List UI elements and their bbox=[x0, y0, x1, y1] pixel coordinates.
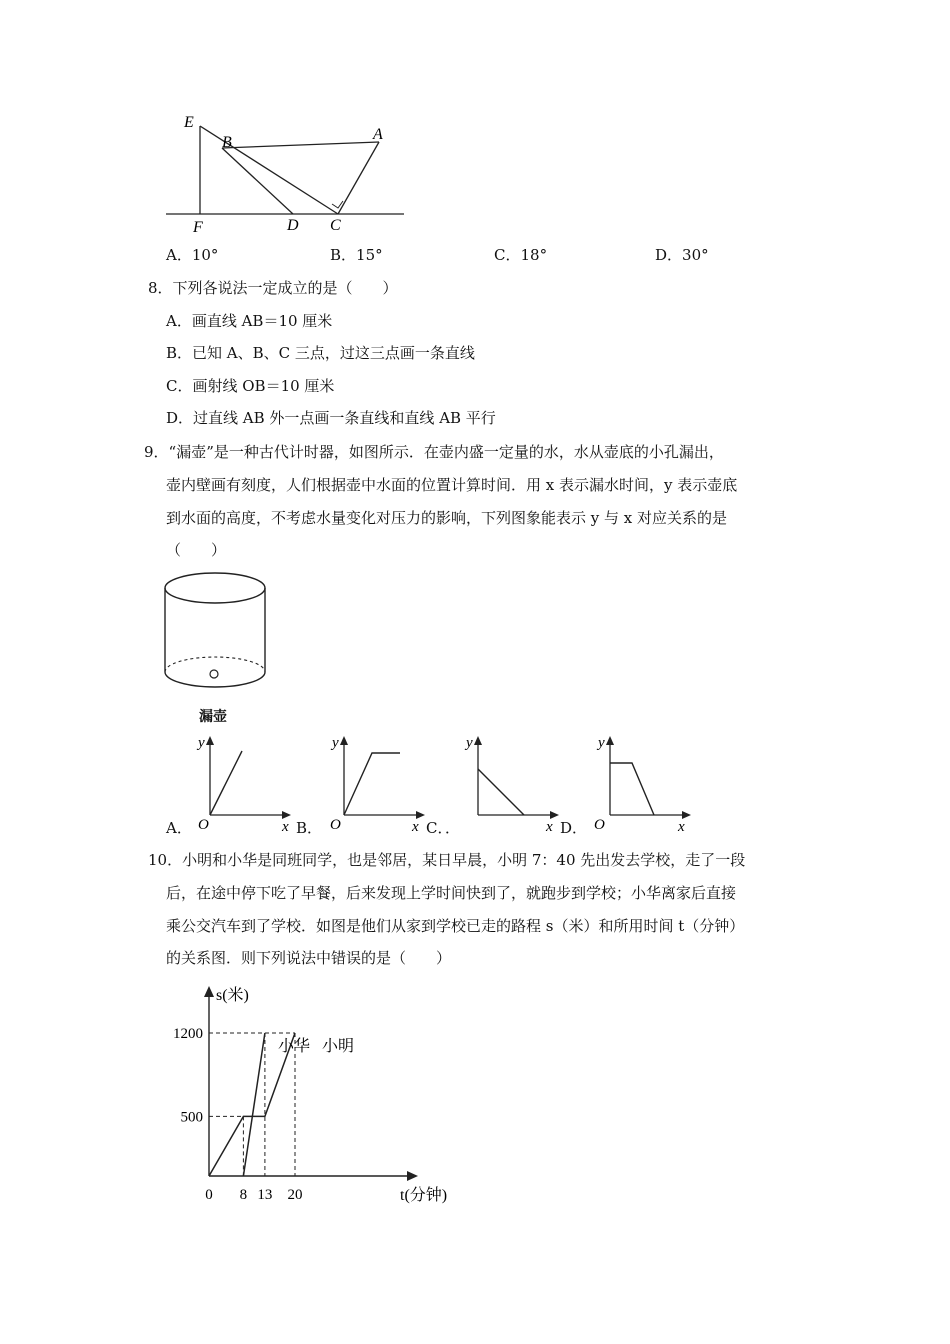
y-tick-label-1200: 1200 bbox=[173, 1026, 203, 1042]
q10-stem-line-1: 10．小明和小华是同班同学，也是邻居，某日早晨，小明 7：40 先出发去学校，走了一段 bbox=[148, 851, 746, 869]
x-tick-label-8: 8 bbox=[239, 1187, 248, 1203]
origin-label: O bbox=[330, 817, 341, 833]
q8-option-a: A．画直线 AB＝10 厘米 bbox=[166, 312, 333, 330]
origin-label: O bbox=[198, 817, 209, 833]
q7-option-a: A．10° bbox=[166, 246, 219, 264]
q10-distance-time-chart bbox=[160, 978, 470, 1212]
axis-x-label: x bbox=[546, 819, 553, 833]
x-tick-label-0: 0 bbox=[205, 1187, 213, 1203]
q9-stem-line-3: 到水面的高度，不考虑水量变化对压力的影响，下列图象能表示 y 与 x 对应关系的是 bbox=[166, 509, 728, 527]
axis-y-label: y bbox=[466, 735, 473, 751]
y-tick-label-500: 500 bbox=[180, 1109, 203, 1126]
axis-x-label: x bbox=[282, 819, 289, 833]
label-B: B bbox=[222, 134, 232, 151]
q10-stem-line-3: 乘公交汽车到了学校．如图是他们从家到学校已走的路程 s（米）和所用时间 t（分钟） bbox=[166, 917, 745, 935]
series-label-xiaohua: 小华 bbox=[278, 1038, 311, 1055]
q9-stem-line-1: 9．“漏壶”是一种古代计时器，如图所示．在壶内盛一定量的水，水从壶底的小孔漏出， bbox=[144, 443, 724, 461]
y-axis-label: s(米) bbox=[216, 987, 249, 1004]
q9-graph-d bbox=[594, 733, 694, 833]
series-line-xiaohua bbox=[243, 1033, 265, 1176]
q9-stem-line-4: （ ） bbox=[166, 541, 227, 559]
q9-figure-caption: 漏壶 bbox=[199, 709, 227, 725]
q9-graph-c bbox=[462, 733, 562, 833]
q9-option-b: B． bbox=[296, 819, 323, 837]
q9-water-clock-figure bbox=[158, 568, 273, 696]
label-A: A bbox=[373, 126, 383, 143]
axis-x-label: x bbox=[678, 819, 685, 833]
q8-option-b: B．已知 A、B、C 三点，过这三点画一条直线 bbox=[166, 344, 475, 362]
hole-icon bbox=[210, 670, 218, 678]
axis-y-label: y bbox=[332, 735, 339, 751]
q8-option-c: C．画射线 OB＝10 厘米 bbox=[166, 377, 335, 395]
q7-option-b: B．15° bbox=[330, 246, 383, 264]
q7-geometry-figure bbox=[160, 108, 410, 238]
q9-stem-line-2: 壶内壁画有刻度，人们根据壶中水面的位置计算时间．用 x 表示漏水时间，y 表示壶底 bbox=[166, 476, 738, 494]
q9-graph-b bbox=[328, 733, 428, 833]
x-axis-arrow-icon bbox=[407, 1171, 418, 1181]
q9-option-a: A． bbox=[166, 819, 192, 837]
q9-graph-a bbox=[194, 733, 294, 833]
label-F: F bbox=[193, 219, 203, 236]
label-D: D bbox=[287, 217, 299, 234]
q10-stem-line-4: 的关系图．则下列说法中错误的是（ ） bbox=[166, 949, 452, 967]
y-axis-arrow-icon bbox=[204, 986, 214, 997]
x-tick-label-20: 20 bbox=[287, 1187, 303, 1203]
axis-y-label: y bbox=[598, 735, 605, 751]
q10-stem-line-2: 后，在途中停下吃了早餐，后来发现上学时间快到了，就跑步到学校；小华离家后直接 bbox=[166, 884, 737, 902]
q8-option-d: D．过直线 AB 外一点画一条直线和直线 AB 平行 bbox=[166, 409, 496, 427]
origin-label: O bbox=[594, 817, 605, 833]
x-tick-label-13: 13 bbox=[257, 1187, 273, 1203]
q7-option-d: D．30° bbox=[655, 246, 709, 264]
label-E: E bbox=[184, 114, 194, 131]
q7-option-c: C．18° bbox=[494, 246, 548, 264]
axis-y-label: y bbox=[198, 735, 205, 751]
axis-x-label: x bbox=[412, 819, 419, 833]
series-label-xiaoming: 小明 bbox=[322, 1038, 355, 1055]
q8-stem: 8．下列各说法一定成立的是（ ） bbox=[148, 279, 398, 297]
label-C: C bbox=[330, 217, 341, 234]
q9-option-c: C．． bbox=[426, 819, 460, 837]
q9-option-d: D． bbox=[560, 819, 588, 837]
x-axis-label: t(分钟) bbox=[400, 1187, 448, 1204]
